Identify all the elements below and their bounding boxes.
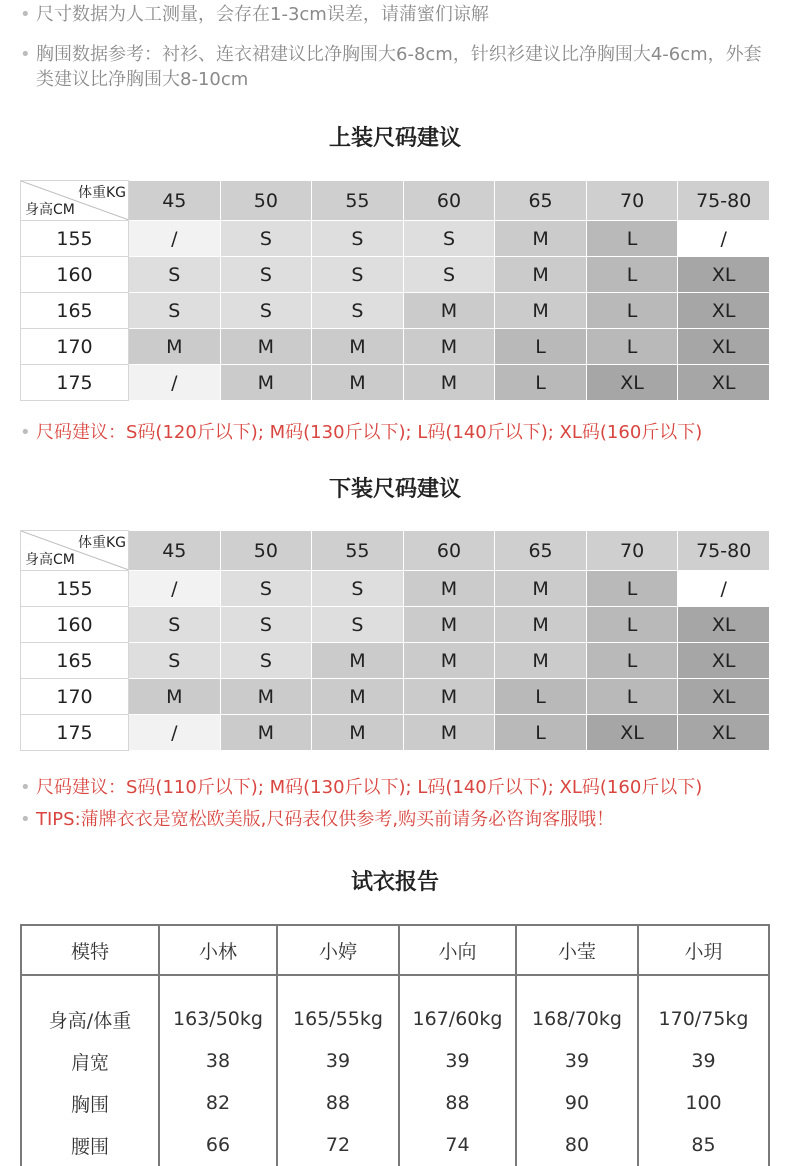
size-cell: M bbox=[403, 365, 495, 401]
advice-text: 尺码建议：S码(110斤以下); M码(130斤以下); L码(140斤以下); XL码(160斤以下) bbox=[36, 777, 703, 798]
bullet-icon: • bbox=[20, 777, 31, 798]
table-row bbox=[21, 998, 769, 1040]
size-cell: L bbox=[495, 365, 587, 401]
size-cell: S bbox=[129, 607, 221, 643]
note-chest bbox=[20, 42, 772, 92]
measure-value: 38 bbox=[159, 1040, 277, 1082]
measure-label: 腰围 bbox=[21, 1124, 159, 1166]
note-text: 尺寸数据为人工测量，会存在1-3cm误差，请蒲蜜们谅解 bbox=[36, 4, 489, 25]
size-cell: M bbox=[403, 293, 495, 329]
size-header-row bbox=[21, 181, 770, 221]
size-cell: M bbox=[403, 679, 495, 715]
bottom-size-advice bbox=[20, 775, 772, 800]
model-name: 小林 bbox=[159, 925, 277, 975]
size-cell: S bbox=[129, 643, 221, 679]
height-label: 170 bbox=[21, 329, 129, 365]
spacer-cell bbox=[516, 975, 638, 998]
table-row bbox=[21, 643, 770, 679]
fit-report-table bbox=[20, 924, 770, 1166]
weight-header: 55 bbox=[312, 181, 404, 221]
size-cell: S bbox=[220, 257, 312, 293]
spacer-cell bbox=[399, 975, 516, 998]
bullet-icon: • bbox=[20, 809, 31, 830]
table-row bbox=[21, 365, 770, 401]
size-cell: S bbox=[312, 293, 404, 329]
measure-value: 80 bbox=[516, 1124, 638, 1166]
size-cell: / bbox=[678, 571, 770, 607]
table-row bbox=[21, 679, 770, 715]
size-cell: M bbox=[495, 571, 587, 607]
size-cell: / bbox=[129, 715, 221, 751]
weight-header: 75-80 bbox=[678, 181, 770, 221]
height-label: 170 bbox=[21, 679, 129, 715]
size-cell: M bbox=[220, 329, 312, 365]
measure-value: 66 bbox=[159, 1124, 277, 1166]
size-cell: M bbox=[312, 715, 404, 751]
size-cell: S bbox=[403, 221, 495, 257]
weight-header: 50 bbox=[220, 531, 312, 571]
height-label: 160 bbox=[21, 257, 129, 293]
size-cell: M bbox=[403, 571, 495, 607]
bullet-icon: • bbox=[20, 44, 31, 65]
measure-value: 39 bbox=[516, 1040, 638, 1082]
size-cell: / bbox=[129, 365, 221, 401]
size-cell: XL bbox=[586, 715, 678, 751]
size-cell: M bbox=[403, 643, 495, 679]
size-cell: M bbox=[312, 365, 404, 401]
size-cell: XL bbox=[678, 293, 770, 329]
measure-value: 163/50kg bbox=[159, 998, 277, 1040]
size-cell: / bbox=[129, 571, 221, 607]
corner-cell bbox=[21, 181, 129, 221]
size-cell: S bbox=[312, 221, 404, 257]
size-cell: M bbox=[495, 643, 587, 679]
size-cell: XL bbox=[678, 257, 770, 293]
size-cell: L bbox=[586, 257, 678, 293]
size-cell: M bbox=[129, 329, 221, 365]
table-row bbox=[21, 571, 770, 607]
size-cell: L bbox=[586, 679, 678, 715]
size-cell: M bbox=[312, 679, 404, 715]
size-cell: M bbox=[403, 607, 495, 643]
size-cell: S bbox=[220, 221, 312, 257]
weight-header: 45 bbox=[129, 531, 221, 571]
size-cell: M bbox=[220, 715, 312, 751]
measure-value: 165/55kg bbox=[277, 998, 399, 1040]
weight-header: 60 bbox=[403, 531, 495, 571]
bullet-icon: • bbox=[20, 422, 31, 443]
size-cell: M bbox=[312, 329, 404, 365]
height-label: 155 bbox=[21, 221, 129, 257]
measure-value: 39 bbox=[399, 1040, 516, 1082]
size-cell: / bbox=[129, 221, 221, 257]
spacer-cell bbox=[21, 975, 159, 998]
weight-header: 65 bbox=[495, 181, 587, 221]
bottom-size-table bbox=[20, 530, 770, 751]
table-row bbox=[21, 607, 770, 643]
height-axis-label: 身高CM bbox=[25, 202, 75, 218]
size-cell: M bbox=[495, 221, 587, 257]
size-cell: L bbox=[586, 293, 678, 329]
measure-value: 74 bbox=[399, 1124, 516, 1166]
size-cell: XL bbox=[678, 607, 770, 643]
measure-value: 72 bbox=[277, 1124, 399, 1166]
size-cell: XL bbox=[586, 365, 678, 401]
height-axis-label: 身高CM bbox=[25, 552, 75, 568]
weight-header: 70 bbox=[586, 181, 678, 221]
weight-header: 50 bbox=[220, 181, 312, 221]
table-row bbox=[21, 257, 770, 293]
size-cell: L bbox=[586, 329, 678, 365]
measure-value: 167/60kg bbox=[399, 998, 516, 1040]
tips-note bbox=[20, 807, 772, 832]
size-cell: M bbox=[220, 365, 312, 401]
weight-header: 70 bbox=[586, 531, 678, 571]
size-cell: XL bbox=[678, 679, 770, 715]
top-size-title: 上装尺码建议 bbox=[328, 126, 461, 151]
model-name: 小莹 bbox=[516, 925, 638, 975]
measure-value: 82 bbox=[159, 1082, 277, 1124]
size-cell: M bbox=[403, 715, 495, 751]
model-header: 模特 bbox=[21, 925, 159, 975]
size-cell: S bbox=[129, 257, 221, 293]
size-cell: XL bbox=[678, 643, 770, 679]
height-label: 165 bbox=[21, 293, 129, 329]
table-row bbox=[21, 715, 770, 751]
fit-header-row bbox=[21, 925, 769, 975]
size-cell: XL bbox=[678, 365, 770, 401]
size-cell: M bbox=[403, 329, 495, 365]
measure-label: 肩宽 bbox=[21, 1040, 159, 1082]
corner-cell bbox=[21, 531, 129, 571]
measure-value: 39 bbox=[638, 1040, 769, 1082]
size-cell: S bbox=[129, 293, 221, 329]
fit-report-title: 试衣报告 bbox=[350, 870, 439, 895]
height-label: 175 bbox=[21, 365, 129, 401]
size-cell: M bbox=[129, 679, 221, 715]
size-cell: M bbox=[495, 293, 587, 329]
size-cell: XL bbox=[678, 715, 770, 751]
size-cell: S bbox=[312, 571, 404, 607]
measure-value: 170/75kg bbox=[638, 998, 769, 1040]
size-cell: M bbox=[220, 679, 312, 715]
measure-label: 胸围 bbox=[21, 1082, 159, 1124]
spacer-row bbox=[21, 975, 769, 998]
size-cell: S bbox=[312, 257, 404, 293]
size-cell: L bbox=[586, 571, 678, 607]
weight-header: 75-80 bbox=[678, 531, 770, 571]
spacer-cell bbox=[638, 975, 769, 998]
weight-axis-label: 体重KG bbox=[77, 535, 126, 551]
advice-text: 尺码建议：S码(120斤以下); M码(130斤以下); L码(140斤以下); XL码(160斤以下) bbox=[36, 422, 703, 443]
measure-value: 100 bbox=[638, 1082, 769, 1124]
bullet-icon: • bbox=[20, 4, 31, 25]
size-cell: XL bbox=[678, 329, 770, 365]
weight-axis-label: 体重KG bbox=[77, 185, 126, 201]
table-row bbox=[21, 293, 770, 329]
measure-value: 88 bbox=[277, 1082, 399, 1124]
spacer-cell bbox=[277, 975, 399, 998]
size-cell: S bbox=[403, 257, 495, 293]
size-cell: M bbox=[495, 607, 587, 643]
height-label: 175 bbox=[21, 715, 129, 751]
measure-value: 39 bbox=[277, 1040, 399, 1082]
size-cell: S bbox=[220, 293, 312, 329]
size-cell: S bbox=[220, 571, 312, 607]
height-label: 155 bbox=[21, 571, 129, 607]
size-cell: S bbox=[312, 607, 404, 643]
height-label: 165 bbox=[21, 643, 129, 679]
size-cell: M bbox=[312, 643, 404, 679]
weight-header: 60 bbox=[403, 181, 495, 221]
size-cell: M bbox=[495, 257, 587, 293]
note-text: 胸围数据参考：衬衫、连衣裙建议比净胸围大6-8cm，针织衫建议比净胸围大4-6cm，外套类建议比净胸围大8-10cm bbox=[36, 44, 762, 90]
table-row bbox=[21, 1040, 769, 1082]
model-name: 小向 bbox=[399, 925, 516, 975]
weight-header: 55 bbox=[312, 531, 404, 571]
size-cell: S bbox=[220, 643, 312, 679]
top-size-table bbox=[20, 180, 770, 401]
model-name: 小婷 bbox=[277, 925, 399, 975]
table-row bbox=[21, 329, 770, 365]
size-cell: L bbox=[495, 679, 587, 715]
table-row bbox=[21, 1082, 769, 1124]
height-label: 160 bbox=[21, 607, 129, 643]
size-cell: L bbox=[586, 607, 678, 643]
measure-value: 85 bbox=[638, 1124, 769, 1166]
note-measurement bbox=[20, 2, 772, 27]
model-name: 小玥 bbox=[638, 925, 769, 975]
tips-text: TIPS:蒲牌衣衣是宽松欧美版,尺码表仅供参考,购买前请务必咨询客服哦！ bbox=[36, 809, 615, 830]
measure-value: 90 bbox=[516, 1082, 638, 1124]
table-row bbox=[21, 221, 770, 257]
size-cell: / bbox=[678, 221, 770, 257]
table-row bbox=[21, 1124, 769, 1166]
size-cell: S bbox=[220, 607, 312, 643]
measure-value: 168/70kg bbox=[516, 998, 638, 1040]
size-cell: L bbox=[586, 643, 678, 679]
measure-value: 88 bbox=[399, 1082, 516, 1124]
measure-label: 身高/体重 bbox=[21, 998, 159, 1040]
size-header-row bbox=[21, 531, 770, 571]
top-size-advice bbox=[20, 420, 772, 445]
bottom-size-title: 下装尺码建议 bbox=[328, 477, 461, 502]
weight-header: 65 bbox=[495, 531, 587, 571]
size-cell: L bbox=[495, 715, 587, 751]
size-cell: L bbox=[586, 221, 678, 257]
size-cell: L bbox=[495, 329, 587, 365]
spacer-cell bbox=[159, 975, 277, 998]
weight-header: 45 bbox=[129, 181, 221, 221]
